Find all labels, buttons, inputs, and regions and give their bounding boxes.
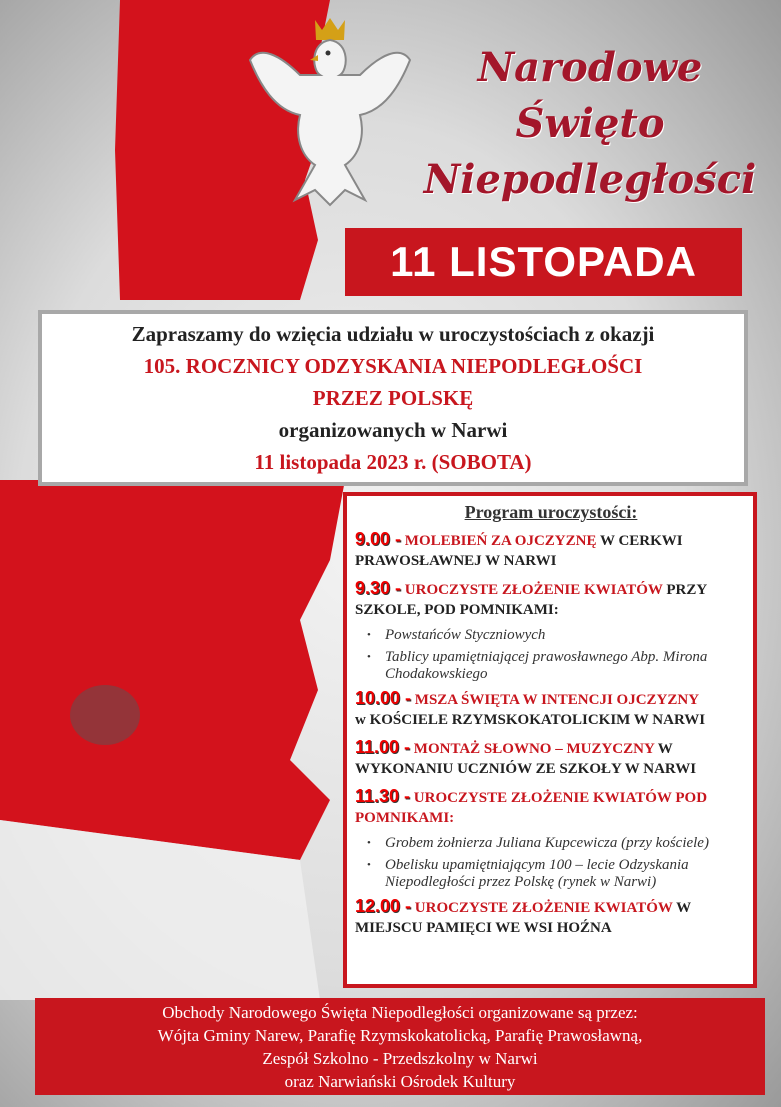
program-item [355, 529, 747, 571]
program-item [355, 578, 747, 620]
date-banner: 11 LISTOPADA [345, 228, 742, 296]
bullet-list [355, 627, 747, 683]
program-time: 12.00 - [355, 896, 412, 916]
program-highlight: MOLEBIEŃ ZA OJCZYZNĘ [404, 533, 597, 549]
program-highlight: UROCZYSTE ZŁOŻENIE KWIATÓW [404, 582, 663, 598]
program-highlight: MSZA ŚWIĘTA W INTENCJI OJCZYZNY [414, 692, 700, 708]
invite-line: 11 listopada 2023 r. (SOBOTA) [254, 450, 532, 474]
program-detail: W CERKWI PRAWOSŁAWNEJ W NARWI [355, 533, 683, 569]
bullet-item: • Tablicy upamiętniającej prawosławnego Abp. Mirona Chodakowskiego [385, 649, 747, 683]
event-title [405, 40, 775, 208]
title-line: Narodowe [477, 44, 703, 91]
bullet-list [355, 835, 747, 891]
invite-line: organizowanych w Narwi [278, 418, 508, 442]
title-line: Święto [515, 100, 665, 147]
program-item [355, 688, 747, 730]
title-line: Niepodległości [423, 156, 757, 203]
program-highlight: MONTAŻ SŁOWNO – MUZYCZNY [413, 741, 655, 757]
invite-line: PRZEZ POLSKĘ [312, 386, 474, 410]
crown-icon [315, 18, 345, 40]
footer-line: Obchody Narodowego Święta Niepodległości organizowane są przez: [162, 1003, 638, 1022]
footer-line: Wójta Gminy Narew, Parafię Rzymskokatolicką, Parafię Prawosławną, [157, 1026, 643, 1045]
program-highlight: UROCZYSTE ZŁOŻENIE KWIATÓW POD POMNIKAMI: [355, 790, 708, 826]
program-detail: W WYKONANIU UCZNIÓW ZE SZKOŁY W NARWI [355, 741, 697, 777]
program-item [355, 896, 747, 938]
invitation-box [38, 310, 748, 486]
program-item [355, 737, 747, 779]
program-box [343, 492, 757, 988]
program-detail: PRZY SZKOLE, POD POMNIKAMI: [355, 582, 707, 618]
program-heading: Program uroczystości: [464, 502, 638, 522]
program-detail: w KOŚCIELE RZYMSKOKATOLICKIM W NARWI [355, 712, 706, 728]
flag-red-bottom [0, 480, 345, 860]
program-time: 11.00 - [355, 737, 411, 757]
organizers-footer [35, 998, 765, 1095]
footer-line: oraz Narwiański Ośrodek Kultury [284, 1072, 516, 1091]
program-item [355, 786, 747, 828]
program-detail: W MIEJSCU PAMIĘCI WE WSI HOŹNA [355, 900, 691, 936]
program-time: 9.30 - [355, 578, 402, 598]
invite-line: Zapraszamy do wzięcia udziału w uroczystościach z okazji [131, 322, 655, 346]
bullet-item: • Obelisku upamiętniającym 100 – lecie Odzyskania Niepodległości przez Polskę (rynek w Narwi) [385, 857, 747, 891]
program-time: 10.00 - [355, 688, 412, 708]
program-time: 11.30 - [355, 786, 411, 806]
polish-eagle-emblem [240, 15, 420, 215]
invite-line: 105. ROCZNICY ODZYSKANIA NIEPODLEGŁOŚCI [143, 354, 643, 378]
bullet-item: • Powstańców Styczniowych [385, 627, 747, 644]
program-highlight: UROCZYSTE ZŁOŻENIE KWIATÓW [414, 900, 673, 916]
footer-line: Zespół Szkolno - Przedszkolny w Narwi [262, 1049, 538, 1068]
program-time: 9.00 - [355, 529, 402, 549]
bullet-item: • Grobem żołnierza Juliana Kupcewicza (przy kościele) [385, 835, 747, 852]
